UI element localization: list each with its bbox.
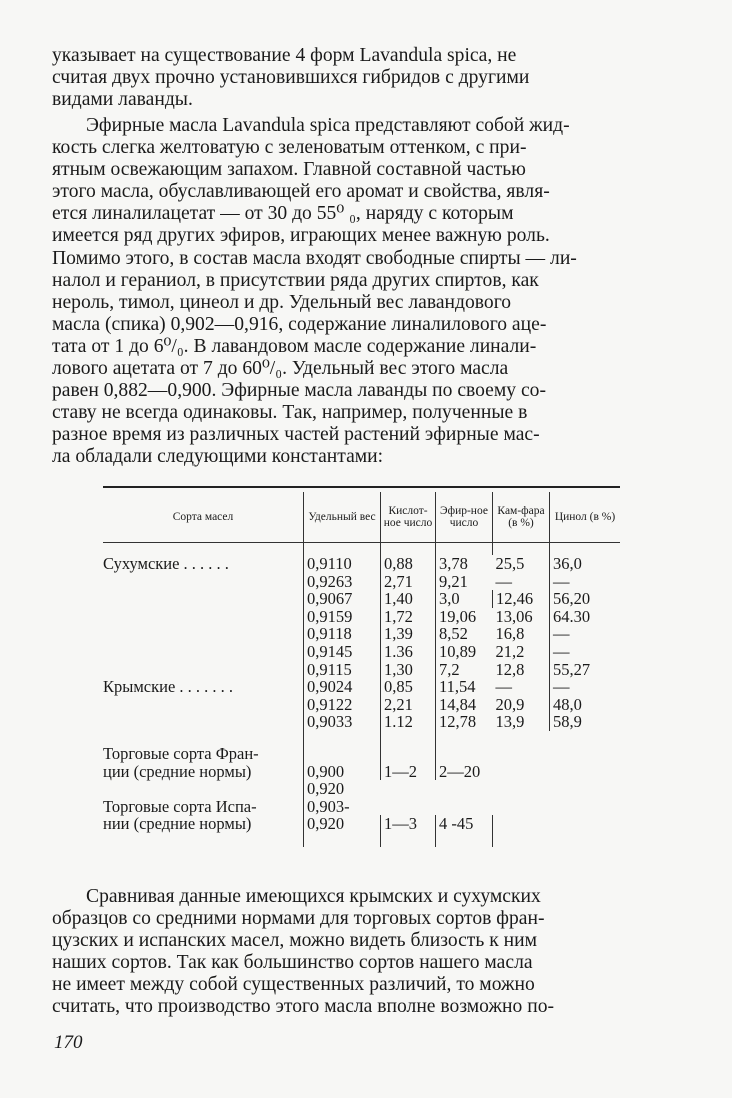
cell-ester-number: 14,84 — [436, 696, 493, 714]
cell-acid-number: 1,40 — [381, 590, 436, 608]
header-camphor: Кам-фара (в %) — [493, 492, 550, 543]
cell-cineol: 56,20 — [550, 590, 621, 608]
cell-specific-gravity: 0,920 — [304, 780, 381, 798]
cell-ester-number: 2—20 — [436, 763, 493, 781]
table-spacer-row — [103, 833, 620, 847]
text-line: имеется ряд других эфиров, играющих менее важную роль. — [52, 225, 550, 247]
cell-cineol: 64.30 — [550, 608, 621, 626]
text-line: цузских и испанских масел, можно видеть близость к ним — [52, 930, 537, 952]
table-row — [103, 678, 620, 696]
paragraph-main — [52, 115, 672, 469]
cell-specific-gravity: 0,9110 — [304, 555, 381, 573]
cell-ester-number: 3,0 — [436, 590, 493, 608]
cell-camphor: 12,46 — [493, 590, 550, 608]
cell-grade — [103, 625, 304, 643]
text-line: образцов со средними нормами для торговых сортов фран- — [52, 908, 545, 930]
cell-acid-number — [381, 745, 436, 763]
cell-acid-number — [381, 780, 436, 798]
text-line: наших сортов. Так как большинство сортов нашего масла — [52, 952, 533, 974]
cell-camphor — [493, 780, 550, 798]
text-line: считая двух прочно установившихся гибридов с другими — [52, 67, 530, 89]
text-line: Эфирные масла Lavandula spica представляют собой жид- — [86, 115, 570, 136]
cell-cineol: 36,0 — [550, 555, 621, 573]
cell-ester-number: 9,21 — [436, 573, 493, 591]
cell-grade: Сухумские . . . . . . — [103, 554, 229, 573]
cell-acid-number: 1,39 — [381, 625, 436, 643]
cell-cineol: — — [550, 678, 621, 696]
table-row — [103, 815, 620, 833]
page-number: 170 — [54, 1032, 83, 1053]
cell-cineol: 48,0 — [550, 696, 621, 714]
text-line: ется линалилацетат — от 30 до 55⁰ ₀, наряду с которым — [52, 203, 514, 225]
text-line: равен 0,882—0,900. Эфирные масла лаванды по своему со- — [52, 380, 546, 402]
cell-ester-number: 19,06 — [436, 608, 493, 626]
header-ester-number: Эфир-ное число — [436, 492, 493, 543]
cell-camphor: — — [495, 677, 512, 697]
table-row — [103, 608, 620, 626]
cell-specific-gravity: 0,9115 — [304, 661, 381, 679]
cell-specific-gravity: 0,9122 — [304, 696, 381, 714]
cell-ester-number — [436, 780, 493, 798]
cell-cineol — [550, 815, 621, 833]
constants-table — [103, 492, 620, 847]
table-row — [103, 780, 620, 798]
cell-camphor: 16,8 — [495, 624, 525, 644]
text-line: Помимо этого, в состав масла входят свободные спирты — ли- — [52, 247, 577, 269]
table-row — [103, 625, 620, 643]
cell-acid-number: 2,21 — [381, 696, 436, 714]
cell-cineol — [550, 763, 621, 781]
table-row — [103, 798, 620, 816]
cell-ester-number: 3,78 — [436, 555, 493, 573]
table-top-rule — [103, 486, 620, 488]
cell-camphor: 20,9 — [495, 694, 525, 714]
cell-specific-gravity: 0,9033 — [304, 713, 381, 731]
cell-acid-number: 1,72 — [381, 608, 436, 626]
text-line: тата от 1 до 6⁰/₀. В лавандовом масле содержание линали- — [52, 335, 537, 357]
cell-camphor — [493, 798, 550, 816]
table-row — [103, 763, 620, 781]
table-row — [103, 713, 620, 731]
oil-constants-table — [103, 486, 620, 858]
cell-grade — [103, 696, 304, 714]
text-line: считать, что производство этого масла вполне возможно по- — [52, 996, 555, 1018]
cell-grade — [103, 643, 304, 661]
table-row — [103, 643, 620, 661]
cell-ester-number: 10,89 — [436, 643, 493, 661]
table-row — [103, 696, 620, 714]
cell-cineol: — — [550, 573, 621, 591]
cell-cineol — [550, 780, 621, 798]
cell-specific-gravity: 0,9118 — [304, 625, 381, 643]
table-row — [103, 661, 620, 679]
cell-acid-number: 0,88 — [381, 555, 436, 573]
cell-grade — [103, 573, 304, 591]
text-line: масла (спика) 0,902—0,916, содержание линалилового аце- — [52, 313, 547, 335]
text-line: кость слегка желтоватую с зеленоватым оттенком, с при- — [52, 137, 527, 159]
cell-cineol — [550, 745, 621, 763]
cell-acid-number — [381, 798, 436, 816]
cell-camphor: 13,06 — [495, 606, 533, 626]
cell-camphor — [493, 815, 550, 833]
cell-ester-number: 12,78 — [436, 713, 493, 731]
cell-ester-number — [436, 798, 493, 816]
text-line: налол и гераниол, в присутствии ряда других спиртов, как — [52, 269, 539, 291]
cell-camphor: 25,5 — [495, 554, 525, 573]
header-oil-grade: Сорта масел — [103, 492, 304, 543]
text-line: ставу не всегда одинаковы. Так, например, полученные в — [52, 402, 528, 424]
cell-grade — [103, 608, 304, 626]
text-line: указывает на существование 4 форм Lavandula spica, не — [52, 45, 517, 66]
cell-grade: Торговые сорта Испа- — [103, 796, 257, 816]
cell-specific-gravity: 0,9067 — [304, 590, 381, 608]
cell-grade: Крымские . . . . . . . — [103, 677, 234, 697]
paragraph-top — [52, 45, 672, 111]
cell-camphor: 13,9 — [495, 712, 525, 732]
cell-camphor — [493, 763, 550, 781]
cell-specific-gravity: 0,9145 — [304, 643, 381, 661]
cell-camphor: 12,8 — [495, 659, 525, 679]
cell-acid-number: 0,85 — [381, 678, 436, 696]
text-line: видами лаванды. — [52, 89, 193, 111]
cell-grade: Торговые сорта Фран- — [103, 743, 259, 763]
cell-grade — [103, 780, 304, 798]
cell-specific-gravity: 0,9263 — [304, 573, 381, 591]
cell-ester-number — [436, 745, 493, 763]
text-line: лового ацетата от 7 до 60⁰/₀. Удельный вес этого масла — [52, 358, 509, 380]
text-line: не имеет между собой существенных различий, то можно — [52, 974, 535, 996]
cell-ester-number: 8,52 — [436, 625, 493, 643]
table-row — [103, 555, 620, 573]
cell-camphor — [493, 745, 550, 763]
cell-specific-gravity: 0,900 — [304, 763, 381, 781]
cell-camphor: 21,2 — [495, 641, 525, 661]
cell-cineol: 55,27 — [550, 661, 621, 679]
table-row — [103, 745, 620, 763]
table-spacer-row — [103, 731, 620, 745]
cell-cineol — [550, 798, 621, 816]
cell-cineol: — — [550, 643, 621, 661]
cell-specific-gravity: 0,903- — [304, 798, 381, 816]
cell-cineol: 58,9 — [550, 713, 621, 731]
cell-grade — [103, 661, 304, 679]
cell-acid-number: 1,30 — [381, 661, 436, 679]
cell-acid-number: 1—3 — [381, 815, 436, 833]
paragraph-bottom — [52, 886, 672, 1019]
text-line: этого масла, обуславливающей его аромат и свойства, явля- — [52, 181, 550, 203]
table-header-row — [103, 492, 620, 543]
text-line: Сравнивая данные имеющихся крымских и сухумских — [86, 886, 541, 907]
cell-acid-number: 2,71 — [381, 573, 436, 591]
cell-acid-number: 1.36 — [381, 643, 436, 661]
cell-acid-number: 1—2 — [381, 763, 436, 781]
table-row — [103, 573, 620, 591]
text-line: нероль, тимол, цинеол и др. Удельный вес лавандового — [52, 291, 512, 313]
table-row — [103, 590, 620, 608]
text-line: ла обладали следующими константами: — [52, 446, 384, 468]
header-acid-number: Кислот-ное число — [381, 492, 436, 543]
cell-grade — [103, 590, 304, 608]
header-specific-gravity: Удельный вес — [304, 492, 381, 543]
cell-ester-number: 7,2 — [436, 661, 493, 679]
cell-grade: ции (средние нормы) — [103, 761, 252, 781]
cell-grade: нии (средние нормы) — [103, 814, 252, 834]
cell-specific-gravity: 0,920 — [304, 815, 381, 833]
cell-ester-number: 11,54 — [436, 678, 493, 696]
cell-ester-number: 4 -45 — [436, 815, 493, 833]
cell-grade — [103, 713, 304, 731]
cell-specific-gravity: 0,9024 — [304, 678, 381, 696]
header-cineol: Цинол (в %) — [550, 492, 621, 543]
cell-cineol: — — [550, 625, 621, 643]
text-line: разное время из различных частей растений эфирные мас- — [52, 424, 540, 446]
cell-camphor: — — [495, 571, 512, 591]
cell-acid-number: 1.12 — [381, 713, 436, 731]
cell-specific-gravity: 0,9159 — [304, 608, 381, 626]
cell-specific-gravity — [304, 745, 381, 763]
text-line: ятным освежающим запахом. Главной составной частью — [52, 159, 526, 181]
